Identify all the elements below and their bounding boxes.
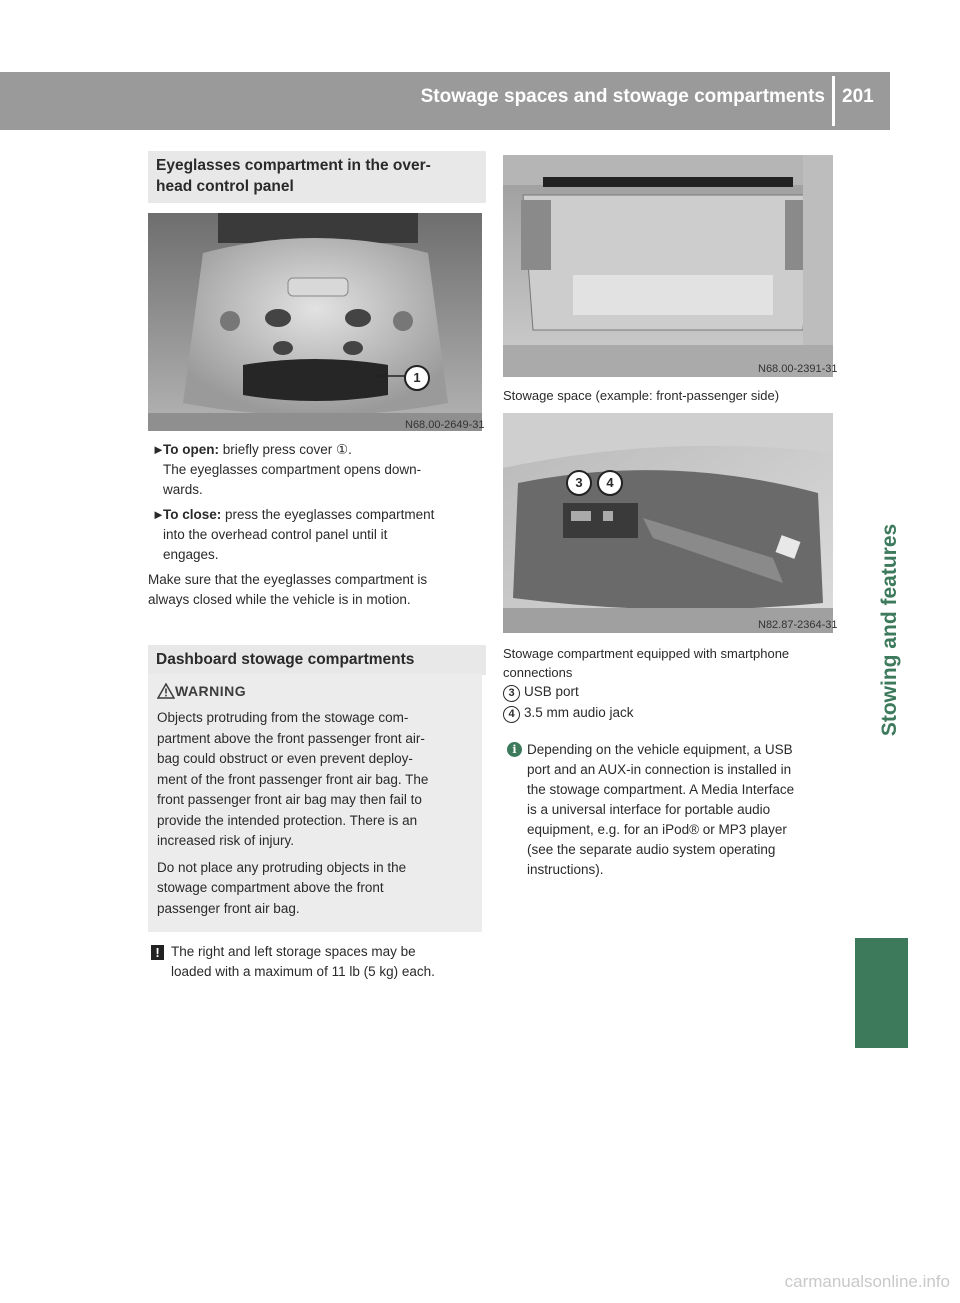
photo-caption: Stowage space (example: front-passenger side) <box>503 388 780 403</box>
instruction-label: To open: <box>163 442 219 457</box>
instruction-open <box>163 440 483 500</box>
photo-smartphone-connections <box>503 413 833 633</box>
side-tab-marker <box>855 938 908 1048</box>
photo-caption <box>503 644 838 682</box>
header-divider <box>832 76 835 126</box>
instruction-text: The eyeglasses compartment opens down- <box>163 462 422 477</box>
warning-line: bag could obstruct or even prevent deploy- <box>157 751 413 766</box>
instruction-text: into the overhead control panel until it <box>163 527 388 542</box>
bullet-arrow-icon: ► <box>152 507 165 522</box>
note-line: loaded with a maximum of 11 lb (5 kg) each. <box>171 964 435 979</box>
photo-dashboard-stowage <box>503 155 833 377</box>
warning-line: front passenger front air bag may then fail to <box>157 792 422 807</box>
instruction-text: briefly press cover ①. <box>218 442 352 457</box>
photo-code: N68.00-2649-31 <box>405 419 485 431</box>
instruction-close <box>163 505 483 565</box>
warning-text <box>157 708 479 919</box>
note-line: The right and left storage spaces may be <box>171 944 416 959</box>
body-paragraph <box>148 570 484 610</box>
legend-text: 3.5 mm audio jack <box>524 705 634 720</box>
warning-line: partment above the front passenger front air- <box>157 730 425 746</box>
side-tab-label: Stowing and features <box>878 523 901 737</box>
warning-line: Do not place any protruding objects in the <box>157 859 407 875</box>
info-line: port and an AUX-in connection is installed in <box>527 762 792 777</box>
legend-item <box>503 682 833 702</box>
note-exclamation-icon: ! <box>151 945 164 960</box>
photo-code: N68.00-2391-31 <box>758 363 838 375</box>
photo-code: N82.87-2364-31 <box>758 619 838 631</box>
info-text <box>527 740 837 880</box>
legend-number: 3 <box>503 685 520 702</box>
info-line: instructions). <box>527 862 604 877</box>
body-line: always closed while the vehicle is in motion. <box>148 592 411 607</box>
warning-line: stowage compartment above the front <box>157 880 384 895</box>
section-heading-eyeglasses <box>148 151 486 203</box>
note-text <box>171 942 486 982</box>
info-line: the stowage compartment. A Media Interface <box>527 782 795 797</box>
legend-number: 4 <box>503 706 520 723</box>
info-line: equipment, e.g. for an iPod® or MP3 player <box>527 822 787 837</box>
bullet-arrow-icon: ► <box>152 442 165 457</box>
caption-line: Stowage compartment equipped with smartphone <box>503 646 790 661</box>
instruction-text: wards. <box>163 482 203 497</box>
legend-item <box>503 703 833 723</box>
body-line: Make sure that the eyeglasses compartment is <box>148 572 428 587</box>
photo-overhead-control-panel <box>148 213 482 431</box>
instruction-label: To close: <box>163 507 222 522</box>
info-line: is a universal interface for portable audio <box>527 802 771 817</box>
instruction-text: press the eyeglasses compartment <box>221 507 435 522</box>
callout-4: 4 <box>597 470 623 496</box>
legend-text: USB port <box>524 684 579 699</box>
warning-line: provide the intended protection. There is an <box>157 812 418 828</box>
warning-line: passenger front air bag. <box>157 900 300 916</box>
info-line: (see the separate audio system operating <box>527 842 776 857</box>
section-heading-line: Eyeglasses compartment in the over- <box>156 157 431 174</box>
warning-title: WARNING <box>175 683 247 699</box>
info-line: Depending on the vehicle equipment, a USB <box>527 742 793 757</box>
warning-triangle-icon <box>157 683 175 699</box>
page-number: 201 <box>842 86 874 107</box>
callout-1: 1 <box>404 365 430 391</box>
info-icon: i <box>507 742 522 757</box>
warning-line: increased risk of injury. <box>157 833 295 848</box>
callout-3: 3 <box>566 470 592 496</box>
warning-line: Objects protruding from the stowage com- <box>157 710 409 725</box>
side-tab <box>860 480 920 780</box>
page-header-title: Stowage spaces and stowage compartments <box>420 86 825 107</box>
section-heading-dashboard: Dashboard stowage compartments <box>148 645 486 675</box>
footer-watermark: carmanualsonline.info <box>784 1272 950 1291</box>
caption-line: connections <box>503 665 573 680</box>
section-heading-line: head control panel <box>156 178 294 195</box>
instruction-text: engages. <box>163 547 219 562</box>
warning-line: ment of the front passenger front air bag. The <box>157 771 429 787</box>
